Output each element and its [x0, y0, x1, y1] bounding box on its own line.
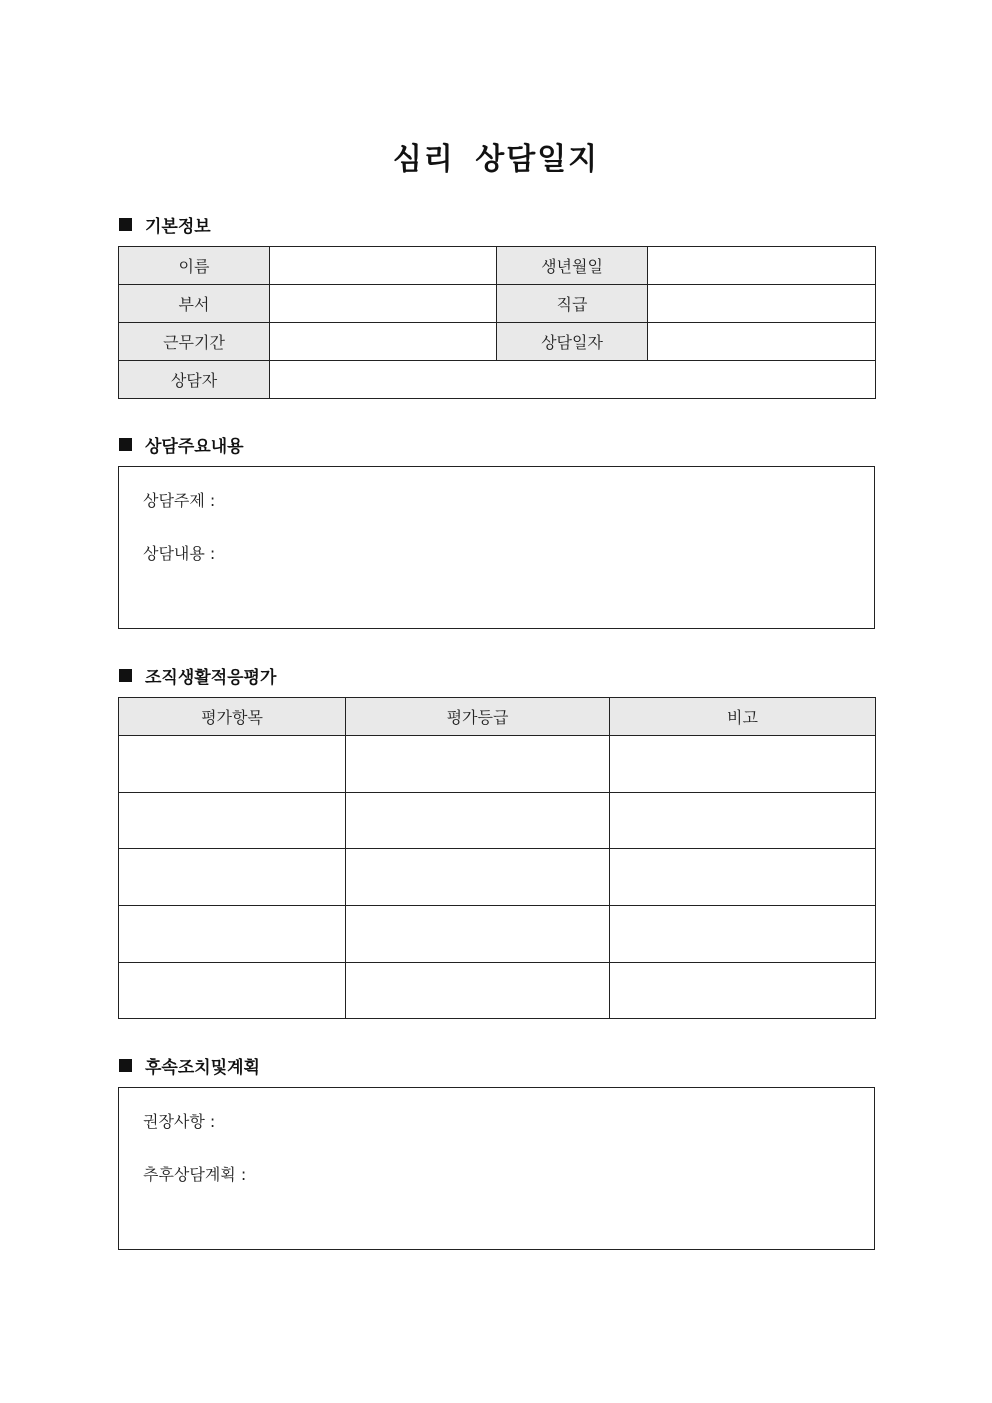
evaluation-grade-cell[interactable]	[346, 736, 610, 793]
birth-date-label: 생년월일	[497, 247, 648, 285]
square-bullet-icon	[119, 1059, 132, 1072]
evaluation-item-cell[interactable]	[119, 963, 346, 1019]
square-bullet-icon	[119, 669, 132, 682]
counsel-date-label: 상담일자	[497, 323, 648, 361]
evaluation-item-cell[interactable]	[119, 849, 346, 906]
table-row	[119, 736, 876, 793]
section-heading-label: 상담주요내용	[145, 436, 244, 457]
evaluation-note-cell[interactable]	[610, 849, 876, 906]
section-heading-label: 기본정보	[145, 216, 211, 237]
department-field[interactable]	[270, 285, 497, 323]
birth-date-field[interactable]	[648, 247, 876, 285]
evaluation-grade-cell[interactable]	[346, 793, 610, 849]
counselor-label: 상담자	[119, 361, 270, 399]
evaluation-grade-cell[interactable]	[346, 849, 610, 906]
column-header-item: 평가항목	[119, 698, 346, 736]
evaluation-item-cell[interactable]	[119, 906, 346, 963]
evaluation-grade-cell[interactable]	[346, 963, 610, 1019]
evaluation-item-cell[interactable]	[119, 793, 346, 849]
evaluation-note-cell[interactable]	[610, 963, 876, 1019]
square-bullet-icon	[119, 438, 132, 451]
section-heading-evaluation	[119, 663, 276, 687]
square-bullet-icon	[119, 218, 132, 231]
table-row	[119, 906, 876, 963]
name-field[interactable]	[270, 247, 497, 285]
table-row	[119, 849, 876, 906]
followup-box[interactable]	[118, 1087, 875, 1250]
evaluation-note-cell[interactable]	[610, 906, 876, 963]
main-content-box[interactable]	[118, 466, 875, 629]
position-field[interactable]	[648, 285, 876, 323]
evaluation-item-cell[interactable]	[119, 736, 346, 793]
evaluation-grade-cell[interactable]	[346, 906, 610, 963]
evaluation-note-cell[interactable]	[610, 736, 876, 793]
work-period-label: 근무기간	[119, 323, 270, 361]
column-header-note: 비고	[610, 698, 876, 736]
page-title: 심리 상담일지	[392, 142, 600, 177]
work-period-field[interactable]	[270, 323, 497, 361]
evaluation-table	[118, 697, 876, 1019]
section-heading-basic-info	[119, 212, 211, 236]
name-label: 이름	[119, 247, 270, 285]
counsel-content-label: 상담내용 :	[143, 544, 216, 563]
counselor-field[interactable]	[270, 361, 876, 399]
position-label: 직급	[497, 285, 648, 323]
section-heading-label: 조직생활적응평가	[145, 667, 277, 688]
section-heading-label: 후속조치및계획	[145, 1057, 260, 1078]
future-plan-label: 추후상담계획 :	[143, 1165, 247, 1184]
evaluation-note-cell[interactable]	[610, 793, 876, 849]
table-row	[119, 793, 876, 849]
table-row	[119, 963, 876, 1019]
section-heading-followup	[119, 1053, 260, 1077]
column-header-grade: 평가등급	[346, 698, 610, 736]
counsel-topic-label: 상담주제 :	[143, 491, 216, 510]
department-label: 부서	[119, 285, 270, 323]
section-heading-main-content	[119, 432, 244, 456]
basic-info-table	[118, 246, 876, 399]
counsel-date-field[interactable]	[648, 323, 876, 361]
recommendation-label: 권장사항 :	[143, 1112, 216, 1131]
